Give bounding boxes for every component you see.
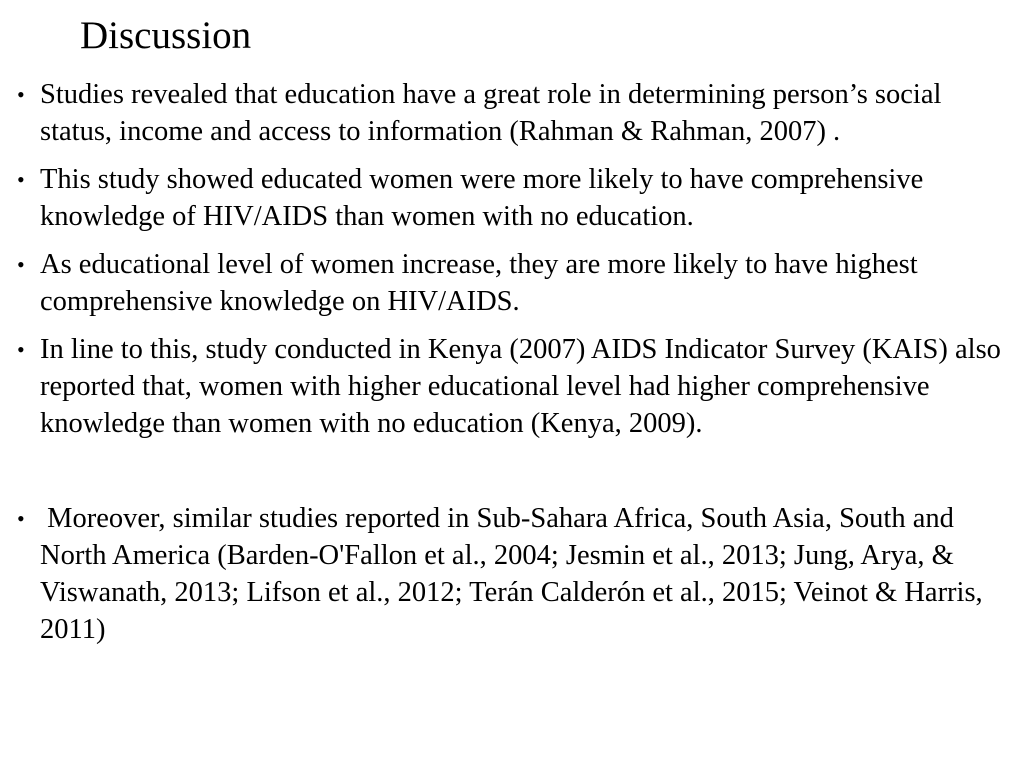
bullet-icon: • — [17, 82, 25, 107]
bullet-item-education-role — [0, 76, 1010, 150]
bullet-item-educational-level — [0, 246, 1010, 320]
bullet-item-kenya-survey — [0, 331, 1010, 442]
bullet-icon: • — [17, 506, 25, 531]
bullet-icon: • — [17, 167, 25, 192]
bullet-text: This study showed educated women were more likely to have comprehensive knowledge of HIV/AIDS than women with no education. — [40, 164, 924, 232]
bullet-text: Studies revealed that education have a great role in determining person’s social status, income and access to information (Rahman & Rahman, 2007) . — [40, 79, 942, 147]
bullet-text: Moreover, similar studies reported in Sub-Sahara Africa, South Asia, South and North America (Barden-O'Fallon et al., 2004; Jesmin et al., 2013; Jung, Arya, & Viswanath, 2013; Lifson et al., 2012; Terán Calderón et al., 2015; Veinot & Harris, 2011) — [40, 503, 990, 645]
bullet-icon: • — [17, 337, 25, 362]
bullet-text: As educational level of women increase, they are more likely to have highest comprehensive knowledge on HIV/AIDS. — [40, 249, 918, 317]
bullet-item-educated-women — [0, 161, 1010, 235]
bullet-item-similar-studies — [0, 500, 1010, 648]
bullet-text: In line to this, study conducted in Kenya (2007) AIDS Indicator Survey (KAIS) also reported that, women with higher educational level had higher comprehensive knowledge than women with no education (Kenya, 2009). — [40, 334, 1001, 439]
slide-title: Discussion — [80, 14, 252, 57]
bullet-icon: • — [17, 252, 25, 277]
bullet-list — [0, 76, 1010, 659]
